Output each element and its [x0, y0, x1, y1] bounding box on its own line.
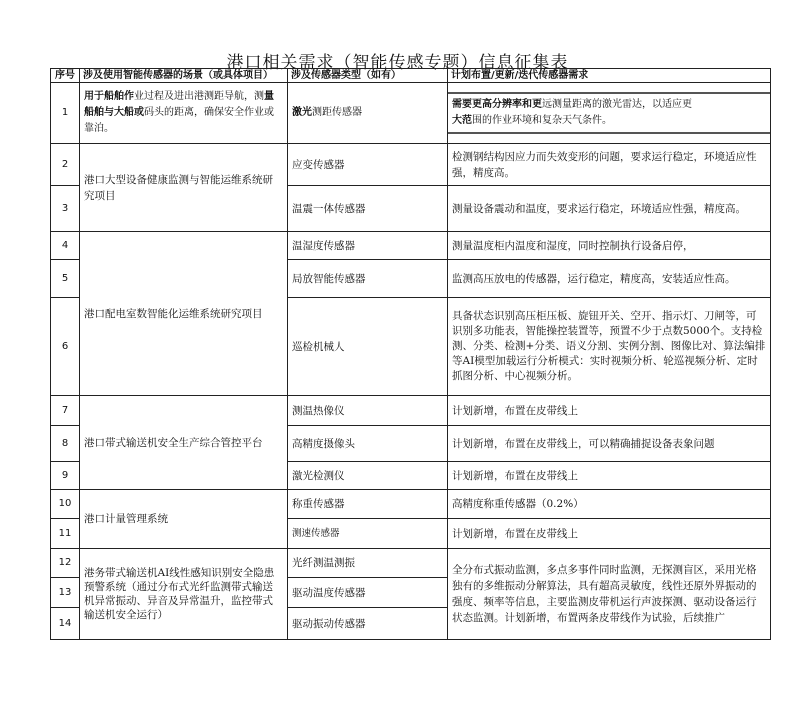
header-no: 序号	[51, 69, 80, 83]
requirement-cell: 测量设备震动和温度，要求运行稳定，环境适应性强，精度高。	[448, 186, 771, 232]
row-number: 3	[51, 186, 80, 232]
row-number: 14	[51, 608, 80, 640]
requirement-cell: 计划新增，布置在皮带线上	[448, 396, 771, 426]
requirement-highlight-box	[448, 92, 770, 134]
sensor-type-cell: 局放智能传感器	[288, 260, 448, 298]
sensor-type-cell: 温震一体传感器	[288, 186, 448, 232]
sensor-type-cell	[288, 83, 448, 144]
sensor-type-cell: 称重传感器	[288, 490, 448, 519]
row-number: 5	[51, 260, 80, 298]
row-number: 1	[51, 83, 80, 144]
row-number: 11	[51, 519, 80, 549]
requirement-cell: 计划新增，布置在皮带线上	[448, 519, 771, 549]
scene-cell: 港口配电室数智能化运维系统研究项目	[80, 232, 288, 396]
sensor-type-cell: 巡检机械人	[288, 298, 448, 396]
sensor-type-cell: 驱动温度传感器	[288, 578, 448, 608]
row-number: 10	[51, 490, 80, 519]
table-row	[51, 549, 771, 578]
sensor-type-cell: 测速传感器	[288, 519, 448, 549]
scene-bold-text: 用于船舶作	[84, 91, 134, 102]
header-plan: 计划布置/更新/迭代传感器需求	[448, 69, 771, 83]
page-title: 港口相关需求（智能传感专题）信息征集表	[226, 53, 569, 73]
requirement-cell: 具备状态识别高压柜压板、旋钮开关、空开、指示灯、刀闸等，可识别多功能表，智能操控装置等，预置不少于点数5000个。支持检测、分类、检测+分类、语义分割、实例分割、图像比对、算法编排等AI模型加载运行分析模式：实时视频分析、轮巡视频分析、定时抓图分析、中心视频分析。	[448, 298, 771, 396]
row-number: 9	[51, 462, 80, 490]
scene-text: 业过程及进出港测距导航，测	[134, 91, 264, 102]
scene-cell	[80, 83, 288, 144]
row-number: 13	[51, 578, 80, 608]
row-number: 8	[51, 426, 80, 462]
requirement-cell: 监测高压放电的传感器，运行稳定，精度高，安装适应性高。	[448, 260, 771, 298]
table-row	[51, 144, 771, 186]
row-number: 12	[51, 549, 80, 578]
scene-cell: 港口带式输送机安全生产综合管控平台	[80, 396, 288, 490]
row-number: 2	[51, 144, 80, 186]
sensor-type-text: 测距传感器	[312, 107, 362, 118]
requirement-bold: 大范	[452, 115, 472, 126]
sensor-type-cell: 应变传感器	[288, 144, 448, 186]
table-row	[51, 83, 771, 144]
requirement-cell: 计划新增，布置在皮带线上，可以精确捕捉设备表象问题	[448, 426, 771, 462]
sensor-type-bold: 激光	[292, 107, 312, 118]
scene-cell: 港口大型设备健康监测与智能运维系统研究项目	[80, 144, 288, 232]
scene-cell: 港口计量管理系统	[80, 490, 288, 549]
sensor-type-cell: 测温热像仪	[288, 396, 448, 426]
requirement-cell: 计划新增，布置在皮带线上	[448, 462, 771, 490]
requirement-text: 远测量距离的激光雷达，以适应更	[542, 99, 692, 110]
sensor-type-cell: 激光检测仪	[288, 462, 448, 490]
header-sensor-type: 涉及传感器类型（如有）	[288, 69, 448, 83]
requirement-bold: 需要更高分辨率和更	[452, 99, 542, 110]
row-number: 7	[51, 396, 80, 426]
requirement-cell: 测量温度柜内温度和湿度，同时控制执行设备启停，	[448, 232, 771, 260]
table-row	[51, 396, 771, 426]
requirement-text: 围的作业环境和复杂天气条件。	[472, 115, 612, 126]
row-number: 4	[51, 232, 80, 260]
sensor-type-cell: 光纤测温测振	[288, 549, 448, 578]
scene-cell: 港务带式输送机AI线性感知识别安全隐患预警系统（通过分布式光纤监测带式输送机异常振动、异音及异常温升，监控带式输送机安全运行）	[80, 549, 288, 640]
sensor-type-cell: 驱动振动传感器	[288, 608, 448, 640]
requirement-cell: 高精度称重传感器（0.2%）	[448, 490, 771, 519]
row-number: 6	[51, 298, 80, 396]
sensor-type-cell: 高精度摄像头	[288, 426, 448, 462]
scene-text: 码头的距离，确保安全作业或靠泊。	[84, 107, 274, 134]
scene-bold-text: 量船舶与大船或	[84, 91, 274, 118]
header-scene: 涉及使用智能传感器的场景（或具体项目）	[80, 69, 288, 83]
requirement-cell: 检测钢结构因应力而失效变形的问题，要求运行稳定，环境适应性强，精度高。	[448, 144, 771, 186]
requirement-cell: 全分布式振动监测，多点多事件同时监测，无探测盲区，采用光格独有的多维振动分解算法，具有超高灵敏度，线性还原外界振动的强度、频率等信息，主要监测皮带机运行声波探测、驱动设备运行状态监测。计划新增，布置两条皮带线作为试验，后续推广	[448, 549, 771, 640]
table-row	[51, 490, 771, 519]
info-table	[50, 68, 771, 640]
requirement-cell	[448, 83, 771, 144]
table-row	[51, 232, 771, 260]
sensor-type-cell: 温湿度传感器	[288, 232, 448, 260]
header-row	[51, 69, 771, 83]
